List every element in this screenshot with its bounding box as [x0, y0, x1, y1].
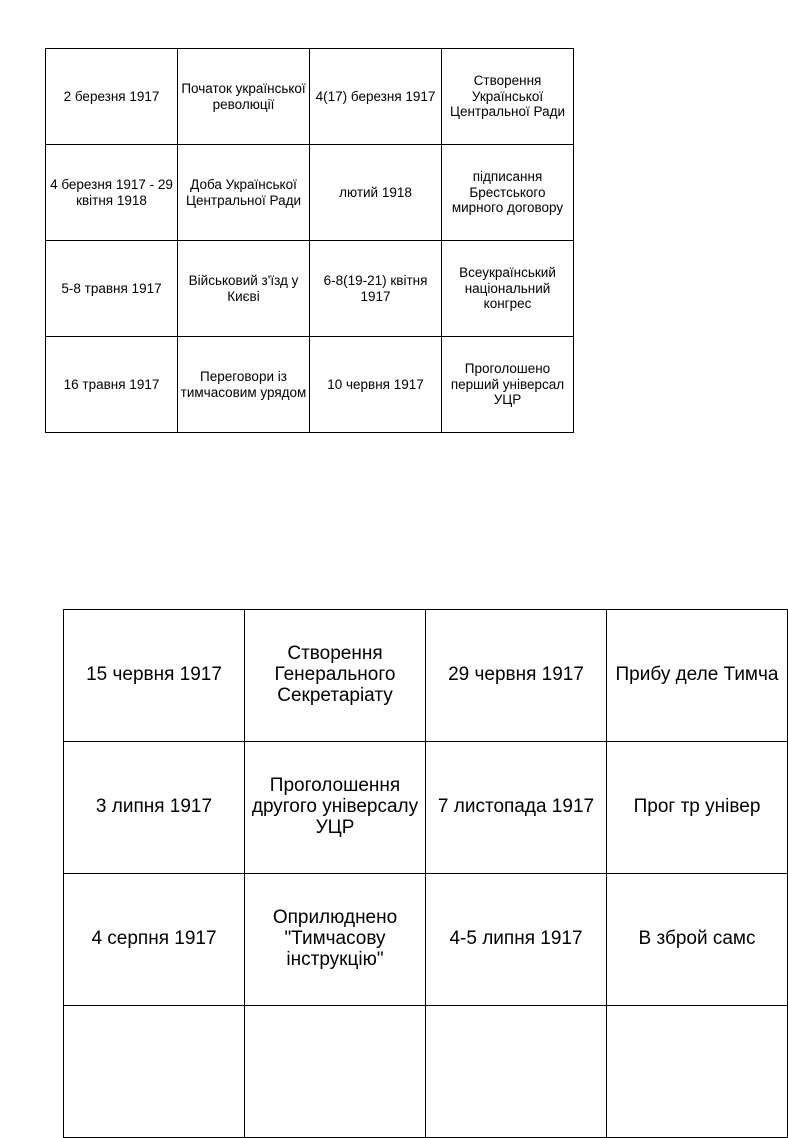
table-row — [64, 874, 788, 1006]
events-table-bottom — [63, 609, 788, 1138]
table-cell: 29 червня 1917 — [426, 610, 607, 742]
events-table-bottom-viewport — [63, 609, 779, 1024]
table-cell — [607, 1006, 788, 1138]
table-row — [64, 610, 788, 742]
table-cell: Доба Української Центральної Ради — [178, 145, 310, 241]
table-cell: 5-8 травня 1917 — [46, 241, 178, 337]
table-cell — [64, 1006, 245, 1138]
table-row — [46, 337, 574, 433]
table-row — [46, 145, 574, 241]
table-cell: Проголошення другого універсалу УЦР — [245, 742, 426, 874]
events-table-top — [45, 48, 574, 433]
table-cell: 3 липня 1917 — [64, 742, 245, 874]
table-row — [64, 1006, 788, 1138]
table-cell: 7 листопада 1917 — [426, 742, 607, 874]
table-cell: В збрoй самс — [607, 874, 788, 1006]
table-row — [46, 241, 574, 337]
table-cell: 4 березня 1917 - 29 квітня 1918 — [46, 145, 178, 241]
table-row — [64, 742, 788, 874]
table-cell: 4 серпня 1917 — [64, 874, 245, 1006]
table-cell: Прог тр універ — [607, 742, 788, 874]
table-cell: 4(17) березня 1917 — [310, 49, 442, 145]
table-cell: Оприлюднено "Тимчасову інструкцію" — [245, 874, 426, 1006]
table-cell: лютий 1918 — [310, 145, 442, 241]
table-cell — [245, 1006, 426, 1138]
table-cell: 6-8(19-21) квітня 1917 — [310, 241, 442, 337]
table-cell: 4-5 липня 1917 — [426, 874, 607, 1006]
table-cell: Всеукраїнський національний конгрес — [442, 241, 574, 337]
table-cell: Початок української революції — [178, 49, 310, 145]
table-cell — [426, 1006, 607, 1138]
table-cell: 16 травня 1917 — [46, 337, 178, 433]
table-cell: підписання Брестського мирного договору — [442, 145, 574, 241]
table-cell: 15 червня 1917 — [64, 610, 245, 742]
table-cell: Прибу деле Тимча — [607, 610, 788, 742]
table-row — [46, 49, 574, 145]
table-cell: Військовий з'їзд у Києві — [178, 241, 310, 337]
table-cell: Створення Генерального Секретаріату — [245, 610, 426, 742]
table-cell: 10 червня 1917 — [310, 337, 442, 433]
table-cell: Переговори із тимчасовим урядом — [178, 337, 310, 433]
table-cell: 2 березня 1917 — [46, 49, 178, 145]
table-cell: Створення Української Центральної Ради — [442, 49, 574, 145]
table-cell: Проголошено перший універсал УЦР — [442, 337, 574, 433]
